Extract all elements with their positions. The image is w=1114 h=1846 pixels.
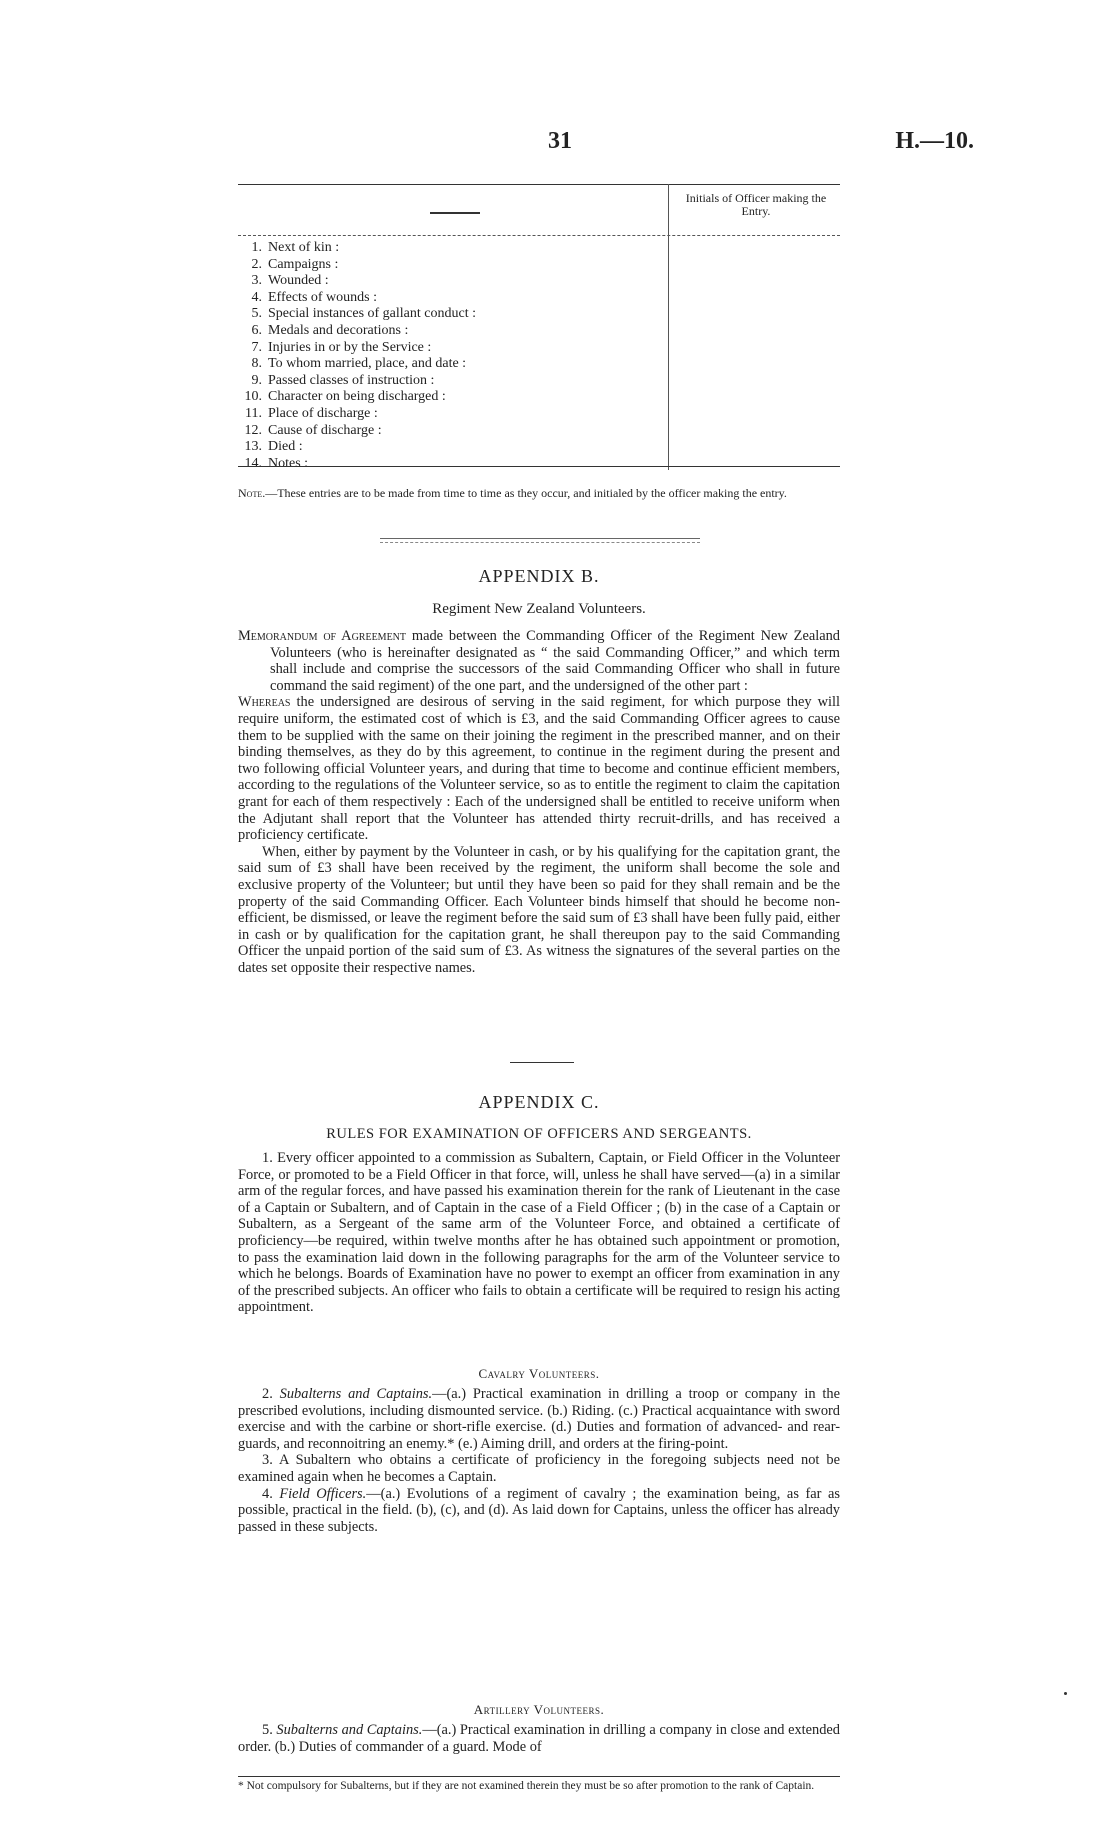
register-item-number: 3. xyxy=(251,273,262,289)
rule-5-text: —(a.) Practical examination in drilling a company in close and extended order. (b.) Duties of commander of a guard. Mode of xyxy=(238,1722,841,1755)
table-note xyxy=(238,486,840,500)
page-number: 31 xyxy=(548,128,572,154)
register-item-label: Next of kin : xyxy=(268,240,340,255)
artillery-heading: Artillery Volunteers. xyxy=(473,1702,605,1717)
rule-1-text: 1. Every officer appointed to a commission as Subaltern, Captain, or Field Officer in the Volunteer Force, or promoted to be a Field Officer in that force, will, unless he shall have served—(a) in a similar arm of the regular forces, and have passed his examination therein for the rank of Lieutenant in the case of a Captain or Subaltern, and of Captain in the case of a Field Officer ; (b) in the case of a Captain or Subaltern, as a Sergeant of the same arm of the Volunteer Force, and obtained a certificate of proficiency—be required, within twelve months after he has obtained such appointment or promotion, to pass the examination laid down in the following paragraphs for the arm of the Volunteer service to which he belongs. Boards of Examination have no power to exempt an officer from examination in any of the prescribed subjects. An officer who fails to obtain a certificate will be required to resign his acting appointment. xyxy=(238,1150,840,1316)
register-item xyxy=(238,406,476,423)
cavalry-rules xyxy=(238,1386,840,1535)
memorandum-text: made between the Commanding Officer of the Regiment New Zealand Volunteers (who is hereinafter designated as “ the said Commanding Officer,” and which term shall include and comprise the successors of the said Commanding Officer who shall in future command the said regiment) of the one part, and the undersigned of the other part : xyxy=(270,628,840,694)
register-item xyxy=(238,340,476,357)
register-items xyxy=(238,240,476,472)
rule-5-heading: Subalterns and Captains. xyxy=(276,1722,423,1738)
footnote: * Not compulsory for Subalterns, but if they are not examined therein they must be so after promotion to the rank of Captain. xyxy=(238,1780,815,1792)
register-item xyxy=(238,290,476,307)
register-item-number: 9. xyxy=(251,372,262,388)
register-item xyxy=(238,456,476,473)
note-text: —These entries are to be made from time to time as they occur, and initialed by the officer making the entry. xyxy=(265,486,787,500)
artillery-rules xyxy=(238,1722,840,1755)
cavalry-heading: Cavalry Volunteers. xyxy=(478,1366,600,1381)
register-item xyxy=(238,423,476,440)
header-rule xyxy=(238,235,840,236)
rule-4-heading: Field Officers. xyxy=(279,1485,367,1502)
register-item xyxy=(238,373,476,390)
register-item-number: 1. xyxy=(251,240,262,255)
register-item-number: 8. xyxy=(251,356,262,372)
register-item xyxy=(238,273,476,290)
register-item xyxy=(238,356,476,373)
header-dash xyxy=(430,212,480,214)
rule-4-text: —(a.) Evolutions of a regiment of cavalry ; the examination being, as far as possible, practical in the field. (b), (c), and (d). As laid down for Captains, unless the officer has already passed in these subjects. xyxy=(238,1485,841,1535)
appendix-c-subtitle: RULES FOR EXAMINATION OF OFFICERS AND SERGEANTS. xyxy=(326,1126,752,1142)
initials-column-header: Initials of Officer making the Entry. xyxy=(685,191,827,218)
appendix-c-title: APPENDIX C. xyxy=(478,1092,600,1112)
register-item-label: Passed classes of instruction : xyxy=(268,372,435,388)
whereas-text: the undersigned are desirous of serving in the said regiment, for which purpose they will require uniform, the estimated cost of which is £3, and the said Commanding Officer agrees to cause them to be supplied with the same on their joining the regiment in the prescribed manner, and on their binding themselves, as they do by this agreement, to continue in the regiment during the present and two following official Volunteer years, and during that time to become and continue efficient members, according to the regulations of the Volunteer service, so as to entitle the regiment to claim the capitation grant for each of them respectively : Each of the undersigned shall be entitled to receive uniform when the Adjutant shall report that the Volunteer has attended thirty recruit-drills, and has received a proficiency certificate. xyxy=(238,694,840,844)
appendix-b-body xyxy=(238,628,840,976)
register-item-label: To whom married, place, and date : xyxy=(268,356,467,372)
table-top-rule xyxy=(238,184,840,185)
register-item-label: Effects of wounds : xyxy=(268,289,377,305)
register-item xyxy=(238,306,476,323)
when-paragraph: When, either by payment by the Volunteer in cash, or by his qualifying for the capitation grant, the said sum of £3 shall have been received by the regiment, the uniform shall become the sole and exclusive property of the Volunteer; but until they have been so paid for they shall remain and be the property of the said Commanding Officer. Each Volunteer binds himself that should he become non-efficient, be dismissed, or leave the regiment before the said sum of £3 shall have been fully paid, either in cash or by qualification for the capitation grant, he shall thereupon pay to the said Commanding Officer the unpaid portion of the said sum of £3. As witness the signatures of the several parties on the dates set opposite their respective names. xyxy=(238,843,840,976)
register-item-number: 11. xyxy=(245,405,262,421)
memorandum-label: Memorandum of Agreement xyxy=(238,628,407,644)
register-item-number: 10. xyxy=(244,389,262,405)
section-separator-dashed xyxy=(380,542,700,543)
register-item-number: 2. xyxy=(251,256,262,272)
rule-2-text: —(a.) Practical examination in drilling a troop or company in the prescribed evolutions, including dismounted service. (b.) Riding. (c.) Practical acquaintance with sword exercise and with the carbine or short-rifle exercise. (d.) Duties and formation of advanced- and rear-guards, and reconnoitring an enemy.* (e.) Aiming drill, and orders at the firing-point. xyxy=(238,1386,840,1452)
register-item-label: Special instances of gallant conduct : xyxy=(268,306,476,322)
register-item xyxy=(238,439,476,456)
rule-2-heading: Subalterns and Captains. xyxy=(279,1386,433,1402)
register-item-number: 5. xyxy=(251,306,262,322)
appendix-b-title: APPENDIX B. xyxy=(478,566,600,586)
register-item-label: Character on being discharged : xyxy=(268,389,446,405)
footnote-rule xyxy=(238,1776,840,1777)
register-item-label: Died : xyxy=(268,439,303,455)
whereas-label: Whereas xyxy=(238,694,291,711)
register-item xyxy=(238,240,476,257)
register-item-number: 4. xyxy=(251,289,262,305)
rule-2 xyxy=(238,1386,840,1452)
register-item xyxy=(238,389,476,406)
register-item-label: Cause of discharge : xyxy=(268,422,382,438)
register-item xyxy=(238,323,476,340)
register-item-label: Campaigns : xyxy=(268,256,339,272)
memorandum-paragraph xyxy=(238,628,840,694)
note-label: Note. xyxy=(238,486,266,500)
rule-5-number: 5. xyxy=(262,1722,277,1738)
rule-2-number: 2. xyxy=(262,1386,280,1402)
register-item-label: Injuries in or by the Service : xyxy=(268,339,432,355)
table-bottom-rule xyxy=(238,466,840,467)
margin-mark xyxy=(1064,1692,1067,1695)
rule-4-number: 4. xyxy=(262,1485,280,1502)
table-column-divider xyxy=(668,184,669,470)
register-item-number: 13. xyxy=(244,439,262,455)
register-item-number: 7. xyxy=(251,339,262,355)
rule-1 xyxy=(238,1150,840,1316)
register-item xyxy=(238,257,476,274)
register-item-label: Wounded : xyxy=(268,273,329,289)
register-item-label: Place of discharge : xyxy=(268,405,378,421)
register-item-number: 14. xyxy=(244,455,262,471)
register-item-label: Notes : xyxy=(268,455,309,471)
appendix-b-subtitle: Regiment New Zealand Volunteers. xyxy=(432,601,646,617)
page-reference: H.—10. xyxy=(895,128,974,154)
service-register-table xyxy=(238,184,840,470)
register-item-label: Medals and decorations : xyxy=(268,322,409,338)
section-separator xyxy=(380,538,700,539)
rule-4 xyxy=(238,1486,840,1536)
rule-3: 3. A Subaltern who obtains a certificate of proficiency in the foregoing subjects need not be examined again when he becomes a Captain. xyxy=(238,1452,840,1485)
rule-5 xyxy=(238,1722,840,1755)
appendix-separator xyxy=(510,1062,574,1063)
register-item-number: 12. xyxy=(244,422,262,438)
register-item-number: 6. xyxy=(251,322,262,338)
whereas-paragraph xyxy=(238,694,840,843)
